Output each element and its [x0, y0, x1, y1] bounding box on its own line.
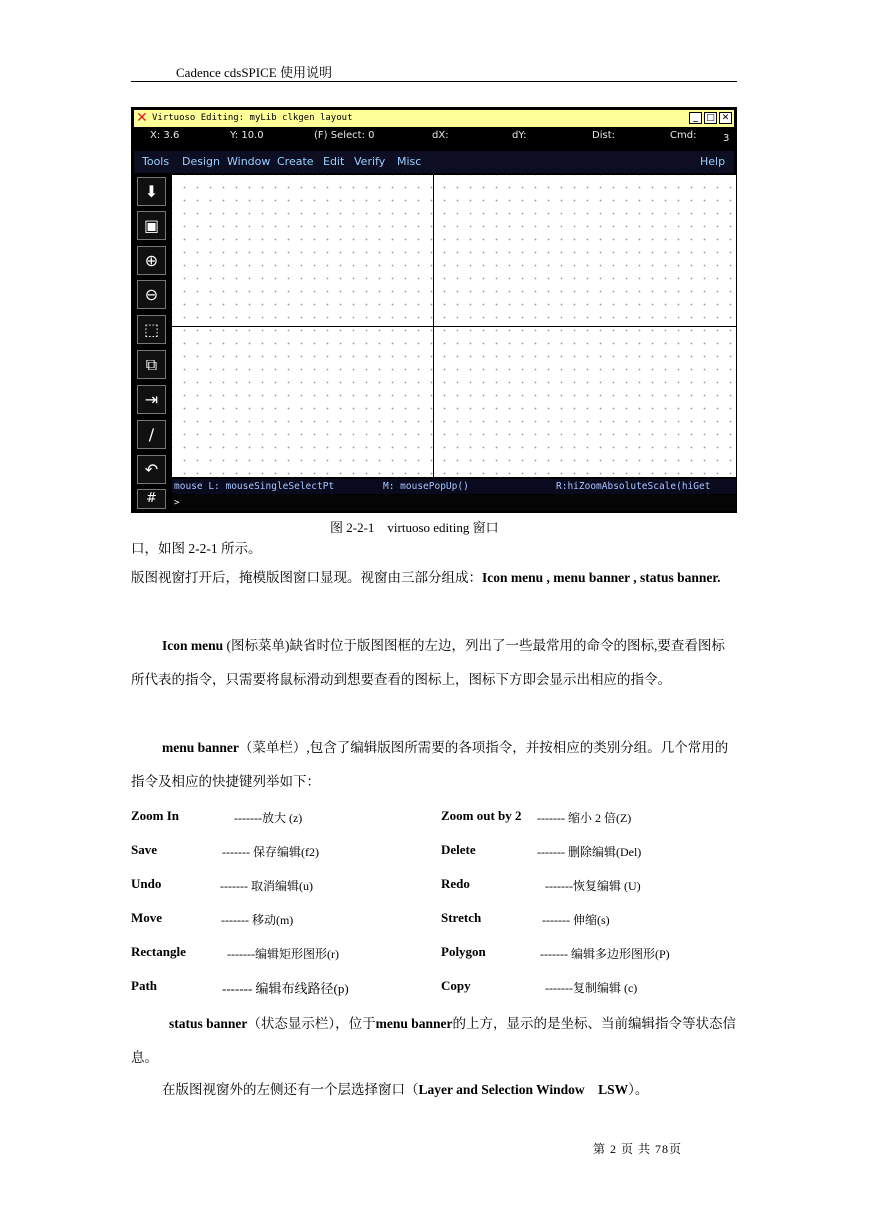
page-header-title: Cadence cdsSPICE 使用说明: [176, 65, 332, 80]
page-number: 第 2 页 共 78页: [593, 1142, 683, 1156]
menu-tools[interactable]: Tools: [142, 155, 170, 168]
status-dist: Dist:: [592, 130, 615, 141]
layout-canvas[interactable]: [172, 175, 736, 477]
property-icon[interactable]: #: [137, 489, 166, 509]
cmd-desc: -------放大 (z): [234, 811, 303, 825]
cmd-desc: ------- 编辑布线路径(p): [222, 981, 349, 996]
status-y: Y: 10.0: [230, 130, 264, 141]
status-cmd-number: 3: [723, 133, 730, 144]
cmd-key: Copy: [441, 978, 471, 993]
status-x: X: 3.6: [150, 130, 180, 141]
paragraph-5-bold: status banner: [169, 1016, 248, 1031]
undo-icon[interactable]: ↶: [137, 455, 166, 484]
cmd-key: Move: [131, 910, 163, 925]
x-logo-icon: ✕: [136, 110, 148, 126]
save-icon[interactable]: ⬇: [137, 177, 166, 206]
cmd-desc: -------编辑矩形图形(r): [227, 947, 339, 961]
cmd-desc: ------- 移动(m): [221, 913, 294, 927]
menu-design[interactable]: Design: [182, 155, 220, 168]
redraw-icon[interactable]: ▣: [137, 211, 166, 240]
cmd-key: Path: [131, 978, 157, 993]
cmd-key: Zoom out by 2: [441, 808, 522, 823]
cmd-desc: ------- 缩小 2 倍(Z): [537, 811, 632, 825]
cmd-key: Stretch: [441, 910, 482, 925]
cmd-key: Polygon: [441, 944, 486, 959]
cmd-desc: ------- 删除编辑(Del): [537, 845, 642, 859]
menu-create[interactable]: Create: [277, 155, 314, 168]
cmd-desc: -------恢复编辑 (U): [545, 879, 641, 893]
cmd-desc: ------- 取消编辑(u): [220, 879, 313, 893]
mouse-middle-binding: M: mousePopUp(): [383, 481, 469, 492]
status-select: (F) Select: 0: [314, 130, 375, 141]
x-axis-line: [172, 326, 736, 327]
window-title: Virtuoso Editing: myLib clkgen layout: [152, 113, 353, 123]
paragraph-2-bold: Icon menu , menu banner , status banner.: [482, 570, 721, 585]
paragraph-4-bold: menu banner: [162, 740, 239, 755]
cmd-desc: ------- 保存编辑(f2): [222, 845, 319, 859]
paragraph-1: 口，如图 2-2-1 所示。: [131, 541, 262, 556]
cmd-key: Redo: [441, 876, 470, 891]
ruler-icon[interactable]: ∕: [137, 420, 166, 449]
status-banner: [134, 128, 734, 150]
header-divider: [131, 81, 737, 82]
paragraph-3-bold: Icon menu: [162, 638, 224, 653]
menu-misc[interactable]: Misc: [397, 155, 422, 168]
mouse-left-binding: mouse L: mouseSingleSelectPt: [174, 481, 335, 492]
cmd-key: Save: [131, 842, 157, 857]
stretch-icon[interactable]: ⬚: [137, 315, 166, 344]
cmd-key: Zoom In: [131, 808, 180, 823]
cmd-key: Delete: [441, 842, 476, 857]
mouse-right-binding: R:hiZoomAbsoluteScale(hiGet: [556, 481, 711, 492]
cmd-desc: -------复制编辑 (c): [545, 981, 638, 995]
paragraph-5-text: （状态显示栏），位于: [247, 1016, 376, 1031]
paragraph-4-text: （菜单栏）,包含了编辑版图所需要的各项指令，并按相应的类别分组。几个常用的指令及相应的快捷键列举如下：: [131, 740, 729, 789]
menu-edit[interactable]: Edit: [323, 155, 345, 168]
paragraph-2: [131, 561, 737, 595]
figure-caption: 图 2-2-1 virtuoso editing 窗口: [330, 520, 499, 535]
zoom-in-icon[interactable]: ⊕: [137, 246, 166, 275]
cmd-key: Undo: [131, 876, 162, 891]
paragraph-6-bold: Layer and Selection Window LSW: [418, 1082, 629, 1097]
menu-help[interactable]: Help: [700, 155, 726, 168]
maximize-button[interactable]: □: [704, 112, 717, 124]
paragraph-5: [131, 1007, 737, 1075]
zoom-out-icon[interactable]: ⊖: [137, 280, 166, 309]
paragraph-5-text-2: 的上方，显示的是坐标、当前编辑指令等状态信息。: [131, 1016, 737, 1065]
command-input[interactable]: >: [172, 495, 736, 511]
paragraph-6-text-2: ）。: [628, 1082, 649, 1097]
status-dx: dX:: [432, 130, 449, 141]
menu-verify[interactable]: Verify: [354, 155, 386, 168]
move-icon[interactable]: ⇥: [137, 385, 166, 414]
paragraph-6: [131, 1073, 737, 1107]
status-dy: dY:: [512, 130, 527, 141]
paragraph-2-text: 版图视窗打开后，掩模版图窗口显现。视窗由三部分组成：: [131, 570, 482, 585]
virtuoso-window-figure: [131, 107, 737, 513]
icon-menu: [134, 175, 170, 512]
menu-banner: [134, 151, 734, 173]
paragraph-6-text: 在版图视窗外的左侧还有一个层选择窗口（: [162, 1082, 419, 1097]
status-cmd: Cmd:: [670, 130, 697, 141]
cmd-desc: ------- 编辑多边形图形(P): [540, 947, 670, 961]
paragraph-3: [131, 629, 737, 697]
paragraph-3-text: (图标菜单)缺省时位于版图图框的左边，列出了一些最常用的命令的图标,要查看图标所代表的指令，只需要将鼠标滑动到想要查看的图标上，图标下方即会显示出相应的指令。: [131, 638, 725, 687]
close-button[interactable]: ✕: [719, 112, 732, 124]
paragraph-5-bold-2: menu banner: [375, 1016, 453, 1031]
paragraph-4: [131, 731, 737, 799]
cmd-desc: ------- 伸缩(s): [542, 913, 610, 927]
cmd-key: Rectangle: [131, 944, 186, 959]
copy-icon[interactable]: ⧉: [137, 350, 166, 379]
menu-window[interactable]: Window: [227, 155, 271, 168]
window-title-bar: [134, 110, 734, 127]
mouse-bindings-bar: [172, 479, 736, 494]
minimize-button[interactable]: _: [689, 112, 702, 124]
